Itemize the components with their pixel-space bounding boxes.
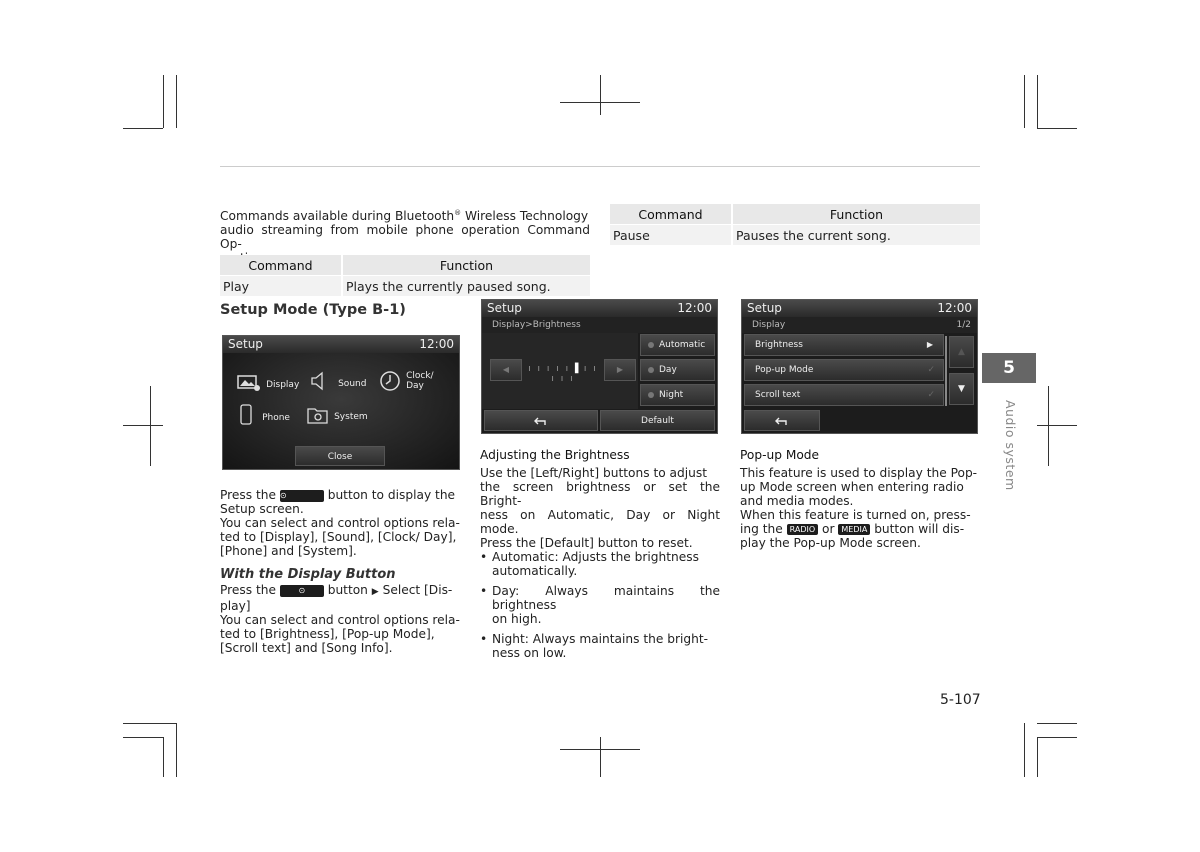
brightness-slider[interactable]: ı ı ı ı ı ▌ı ı ı ı ı xyxy=(528,364,598,384)
brightness-screen: Setup 12:00 Display>Brightness ◀ ı ı ı ı ı ▌ı ı ı ı ı ▶ Automatic Day Night Default xyxy=(481,299,718,434)
back-button[interactable] xyxy=(744,410,820,431)
clock-day-item[interactable]: Clock/ Day xyxy=(379,370,434,392)
header-rule xyxy=(220,166,980,167)
command-table-pause: Command Function Pause Pauses the current song. xyxy=(610,204,980,245)
chapter-label: Audio system xyxy=(1003,400,1018,491)
page-number: 5-107 xyxy=(940,692,981,708)
section-heading: Setup Mode (Type B-1) xyxy=(220,302,406,318)
scroll-text-item[interactable]: Scroll text ✓ xyxy=(744,384,944,406)
brightness-text: Adjusting the Brightness Use the [Left/Right] buttons to adjust the screen brightness or set the Bright- ness on Automatic, Day or Night mode. Press the [Default] button to reset. • Automatic: Adjusts the brightness automatically. • Day: Always maintains the brightness on high. • Night: Always maintains the bright- ness on low. xyxy=(480,448,720,660)
left-button[interactable]: ◀ xyxy=(490,359,522,381)
intro-paragraph: Commands available during Bluetooth® Wireless Technology audio streaming from mobile phone operation Command Op- xyxy=(220,209,590,252)
automatic-option[interactable]: Automatic xyxy=(640,334,715,356)
back-button[interactable] xyxy=(484,410,598,431)
display-button-text: Press the ⊙ button ▶ Select [Dis- play] You can select and control options rela- ted to [Brightness], [Pop-up Mode], [Scroll text] and [Song Info]. xyxy=(220,583,460,655)
display-icon xyxy=(237,374,261,392)
scroll-up-button[interactable]: ▲ xyxy=(949,336,974,368)
display-setup-screen: Setup 12:00 Display 1/2 Brightness ▶ Pop-up Mode ✓ Scroll text ✓ ▲ ▼ xyxy=(741,299,978,434)
chapter-tab: 5 xyxy=(982,353,1036,383)
sound-icon xyxy=(309,370,327,392)
popup-mode-item[interactable]: Pop-up Mode ✓ xyxy=(744,359,944,381)
popup-mode-text: Pop-up Mode This feature is used to display the Pop- up Mode screen when entering radio and media modes. When this feature is turned on, press- ing the RADIO or MEDIA button will dis- play the Pop-up Mode screen. xyxy=(740,448,978,550)
brightness-item[interactable]: Brightness ▶ xyxy=(744,334,944,356)
setup-icon: ⊙ xyxy=(280,585,324,597)
phone-item[interactable]: Phone xyxy=(239,404,290,426)
setup-screen: Setup 12:00 Display Sound Clock/ Day Phone System Close xyxy=(222,335,460,470)
sound-item[interactable]: Sound xyxy=(309,370,366,392)
media-button-icon: MEDIA xyxy=(838,524,870,535)
breadcrumb: Display>Brightness xyxy=(482,317,717,333)
system-icon xyxy=(307,405,329,425)
default-button[interactable]: Default xyxy=(600,410,715,431)
command-table-play: Command Function Play Plays the currently paused song. xyxy=(220,255,590,296)
scroll-down-button[interactable]: ▼ xyxy=(949,373,974,405)
back-icon xyxy=(534,416,548,426)
system-item[interactable]: System xyxy=(307,404,368,425)
back-icon xyxy=(775,416,789,426)
setup-icon: ⊙ xyxy=(280,490,324,502)
clock-icon xyxy=(379,370,401,392)
right-button[interactable]: ▶ xyxy=(604,359,636,381)
press-setup-text: Press the ⊙ button to display the Setup screen. You can select and control options rela- ted to [Display], [Sound], [Clock/ Day], [Phone] and [System]. xyxy=(220,488,460,558)
close-button[interactable]: Close xyxy=(295,446,385,466)
play-icon: ▶ xyxy=(371,587,379,597)
phone-icon xyxy=(239,404,253,426)
display-button-subhead: With the Display Button xyxy=(220,567,396,582)
day-option[interactable]: Day xyxy=(640,359,715,381)
night-option[interactable]: Night xyxy=(640,384,715,406)
radio-button-icon: RADIO xyxy=(787,524,819,535)
display-item[interactable]: Display xyxy=(237,372,299,392)
